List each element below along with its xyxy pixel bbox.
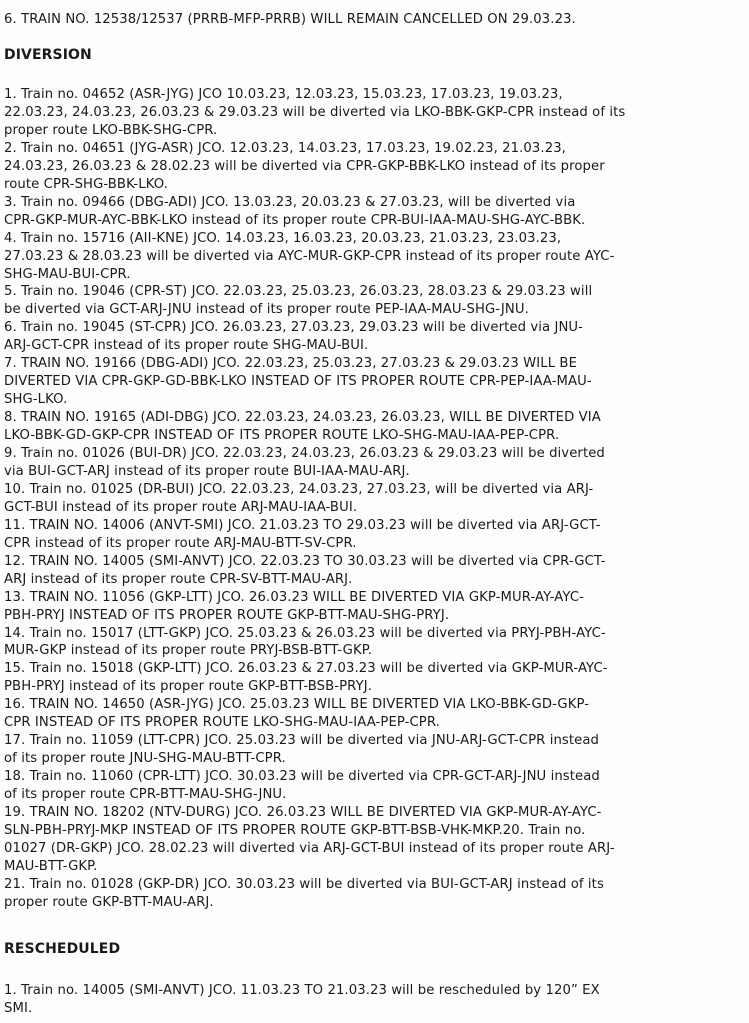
diversion-line: proper route LKO-BBK-SHG-CPR. (4, 122, 218, 138)
diversion-line: ARJ instead of its proper route CPR-SV-BTT-MAU-ARJ. (4, 571, 353, 587)
diversion-line: PBH-PRYJ INSTEAD OF ITS PROPER ROUTE GKP-BTT-MAU-SHG-PRYJ. (4, 607, 450, 623)
diversion-line: CPR instead of its proper route ARJ-MAU-BTT-SV-CPR. (4, 535, 357, 551)
diversion-line: 11. TRAIN NO. 14006 (ANVT-SMI) JCO. 21.03.23 TO 29.03.23 will be diverted via ARJ-GCT- (4, 517, 601, 533)
diversion-line: be diverted via GCT-ARJ-JNU instead of its proper route PEP-IAA-MAU-SHG-JNU. (4, 302, 529, 318)
diversion-line: 18. Train no. 11060 (CPR-LTT) JCO. 30.03.23 will be diverted via CPR-GCT-ARJ-JNU instead (4, 769, 600, 785)
diversion-line: CPR INSTEAD OF ITS PROPER ROUTE LKO-SHG-MAU-IAA-PEP-CPR. (4, 715, 440, 731)
diversion-line: 16. TRAIN NO. 14650 (ASR-JYG) JCO. 25.03.23 WILL BE DIVERTED VIA LKO-BBK-GD-GKP- (4, 697, 590, 713)
diversion-line: via BUI-GCT-ARJ instead of its proper route BUI-IAA-MAU-ARJ. (4, 463, 410, 479)
diversion-line: SHG-LKO. (4, 392, 68, 408)
diversion-line: DIVERTED VIA CPR-GKP-GD-BBK-LKO INSTEAD OF ITS PROPER ROUTE CPR-PEP-IAA-MAU- (4, 374, 592, 390)
diversion-line: SHG-MAU-BUI-CPR. (4, 266, 131, 282)
diversion-line: 2. Train no. 04651 (JYG-ASR) JCO. 12.03.23, 14.03.23, 17.03.23, 19.02.23, 21.03.23, (4, 140, 566, 156)
rescheduled-line: 1. Train no. 14005 (SMI-ANVT) JCO. 11.03.23 TO 21.03.23 will be rescheduled by 120” EX (4, 983, 600, 998)
diversion-line: 10. Train no. 01025 (DR-BUI) JCO. 22.03.23, 24.03.23, 27.03.23, will be diverted via ARJ- (4, 481, 594, 497)
diversion-line: 9. Train no. 01026 (BUI-DR) JCO. 22.03.23, 24.03.23, 26.03.23 & 29.03.23 will be diverted (4, 446, 605, 461)
diversion-line: 5. Train no. 19046 (CPR-ST) JCO. 22.03.23, 25.03.23, 26.03.23, 28.03.23 & 29.03.23 will (4, 284, 593, 300)
cancellation-note: 6. TRAIN NO. 12538/12537 (PRRB-MFP-PRRB) WILL REMAIN CANCELLED ON 29.03.23. (4, 12, 576, 27)
diversion-line: 4. Train no. 15716 (AII-KNE) JCO. 14.03.23, 16.03.23, 20.03.23, 21.03.23, 23.03.23, (4, 230, 562, 246)
diversion-line: 13. TRAIN NO. 11056 (GKP-LTT) JCO. 26.03.23 WILL BE DIVERTED VIA GKP-MUR-AY-AYC- (4, 589, 584, 605)
diversion-line: route CPR-SHG-BBK-LKO. (4, 176, 169, 192)
diversion-heading: DIVERSION (4, 48, 92, 63)
diversion-line: 21. Train no. 01028 (GKP-DR) JCO. 30.03.23 will be diverted via BUI-GCT-ARJ instead of its (4, 876, 604, 892)
diversion-line: MUR-GKP instead of its proper route PRYJ-BSB-BTT-GKP. (4, 643, 373, 659)
diversion-line: 3. Train no. 09466 (DBG-ADI) JCO. 13.03.23, 20.03.23 & 27.03.23, will be diverted via (4, 194, 576, 210)
diversion-line: 17. Train no. 11059 (LTT-CPR) JCO. 25.03.23 will be diverted via JNU-ARJ-GCT-CPR instead (4, 733, 600, 749)
diversion-line: 1. Train no. 04652 (ASR-JYG) JCO 10.03.23, 12.03.23, 15.03.23, 17.03.23, 19.03.23, (4, 87, 563, 102)
diversion-line: 15. Train no. 15018 (GKP-LTT) JCO. 26.03.23 & 27.03.23 will be diverted via GKP-MUR-AYC- (4, 661, 608, 677)
diversion-line: LKO-BBK-GD-GKP-CPR INSTEAD OF ITS PROPER ROUTE LKO-SHG-MAU-IAA-PEP-CPR. (4, 428, 560, 444)
diversion-line: 01027 (DR-GKP) JCO. 28.02.23 will diverted via ARJ-GCT-BUI instead of its proper route ARJ- (4, 840, 615, 856)
diversion-line: CPR-GKP-MUR-AYC-BBK-LKO instead of its proper route CPR-BUI-IAA-MAU-SHG-AYC-BBK. (4, 212, 586, 228)
rescheduled-line: SMI. (4, 1001, 33, 1016)
diversion-line: 22.03.23, 24.03.23, 26.03.23 & 29.03.23 will be diverted via LKO-BBK-GKP-CPR instead of its (4, 104, 626, 120)
diversion-line: 24.03.23, 26.03.23 & 28.02.23 will be diverted via CPR-GKP-BBK-LKO instead of its proper (4, 158, 605, 174)
diversion-line: GCT-BUI instead of its proper route ARJ-MAU-IAA-BUI. (4, 499, 358, 515)
diversion-line: of its proper route CPR-BTT-MAU-SHG-JNU. (4, 787, 287, 803)
diversion-line: 27.03.23 & 28.03.23 will be diverted via AYC-MUR-GKP-CPR instead of its proper route AYC- (4, 248, 615, 264)
diversion-line: 14. Train no. 15017 (LTT-GKP) JCO. 25.03.23 & 26.03.23 will be diverted via PRYJ-PBH-AYC- (4, 625, 606, 641)
diversion-line: 7. TRAIN NO. 19166 (DBG-ADI) JCO. 22.03.23, 25.03.23, 27.03.23 & 29.03.23 WILL BE (4, 356, 578, 372)
diversion-line: 12. TRAIN NO. 14005 (SMI-ANVT) JCO. 22.03.23 TO 30.03.23 will be diverted via CPR-GCT- (4, 553, 606, 569)
diversion-line: 19. TRAIN NO. 18202 (NTV-DURG) JCO. 26.03.23 WILL BE DIVERTED VIA GKP-MUR-AY-AYC- (4, 805, 602, 820)
diversion-line: of its proper route JNU-SHG-MAU-BTT-CPR. (4, 751, 286, 767)
rescheduled-heading: RESCHEDULED (4, 942, 121, 957)
diversion-line: 6. Train no. 19045 (ST-CPR) JCO. 26.03.23, 27.03.23, 29.03.23 will be diverted via JNU- (4, 320, 584, 336)
diversion-line: 8. TRAIN NO. 19165 (ADI-DBG) JCO. 22.03.23, 24.03.23, 26.03.23, WILL BE DIVERTED VIA (4, 410, 601, 426)
diversion-line: PBH-PRYJ instead of its proper route GKP-BTT-BSB-PRYJ. (4, 679, 373, 695)
diversion-line: SLN-PBH-PRYJ-MKP INSTEAD OF ITS PROPER ROUTE GKP-BTT-BSB-VHK-MKP.20. Train no. (4, 822, 586, 838)
diversion-line: MAU-BTT-GKP. (4, 858, 98, 874)
diversion-line: ARJ-GCT-CPR instead of its proper route SHG-MAU-BUI. (4, 338, 369, 354)
diversion-line: proper route GKP-BTT-MAU-ARJ. (4, 894, 214, 910)
